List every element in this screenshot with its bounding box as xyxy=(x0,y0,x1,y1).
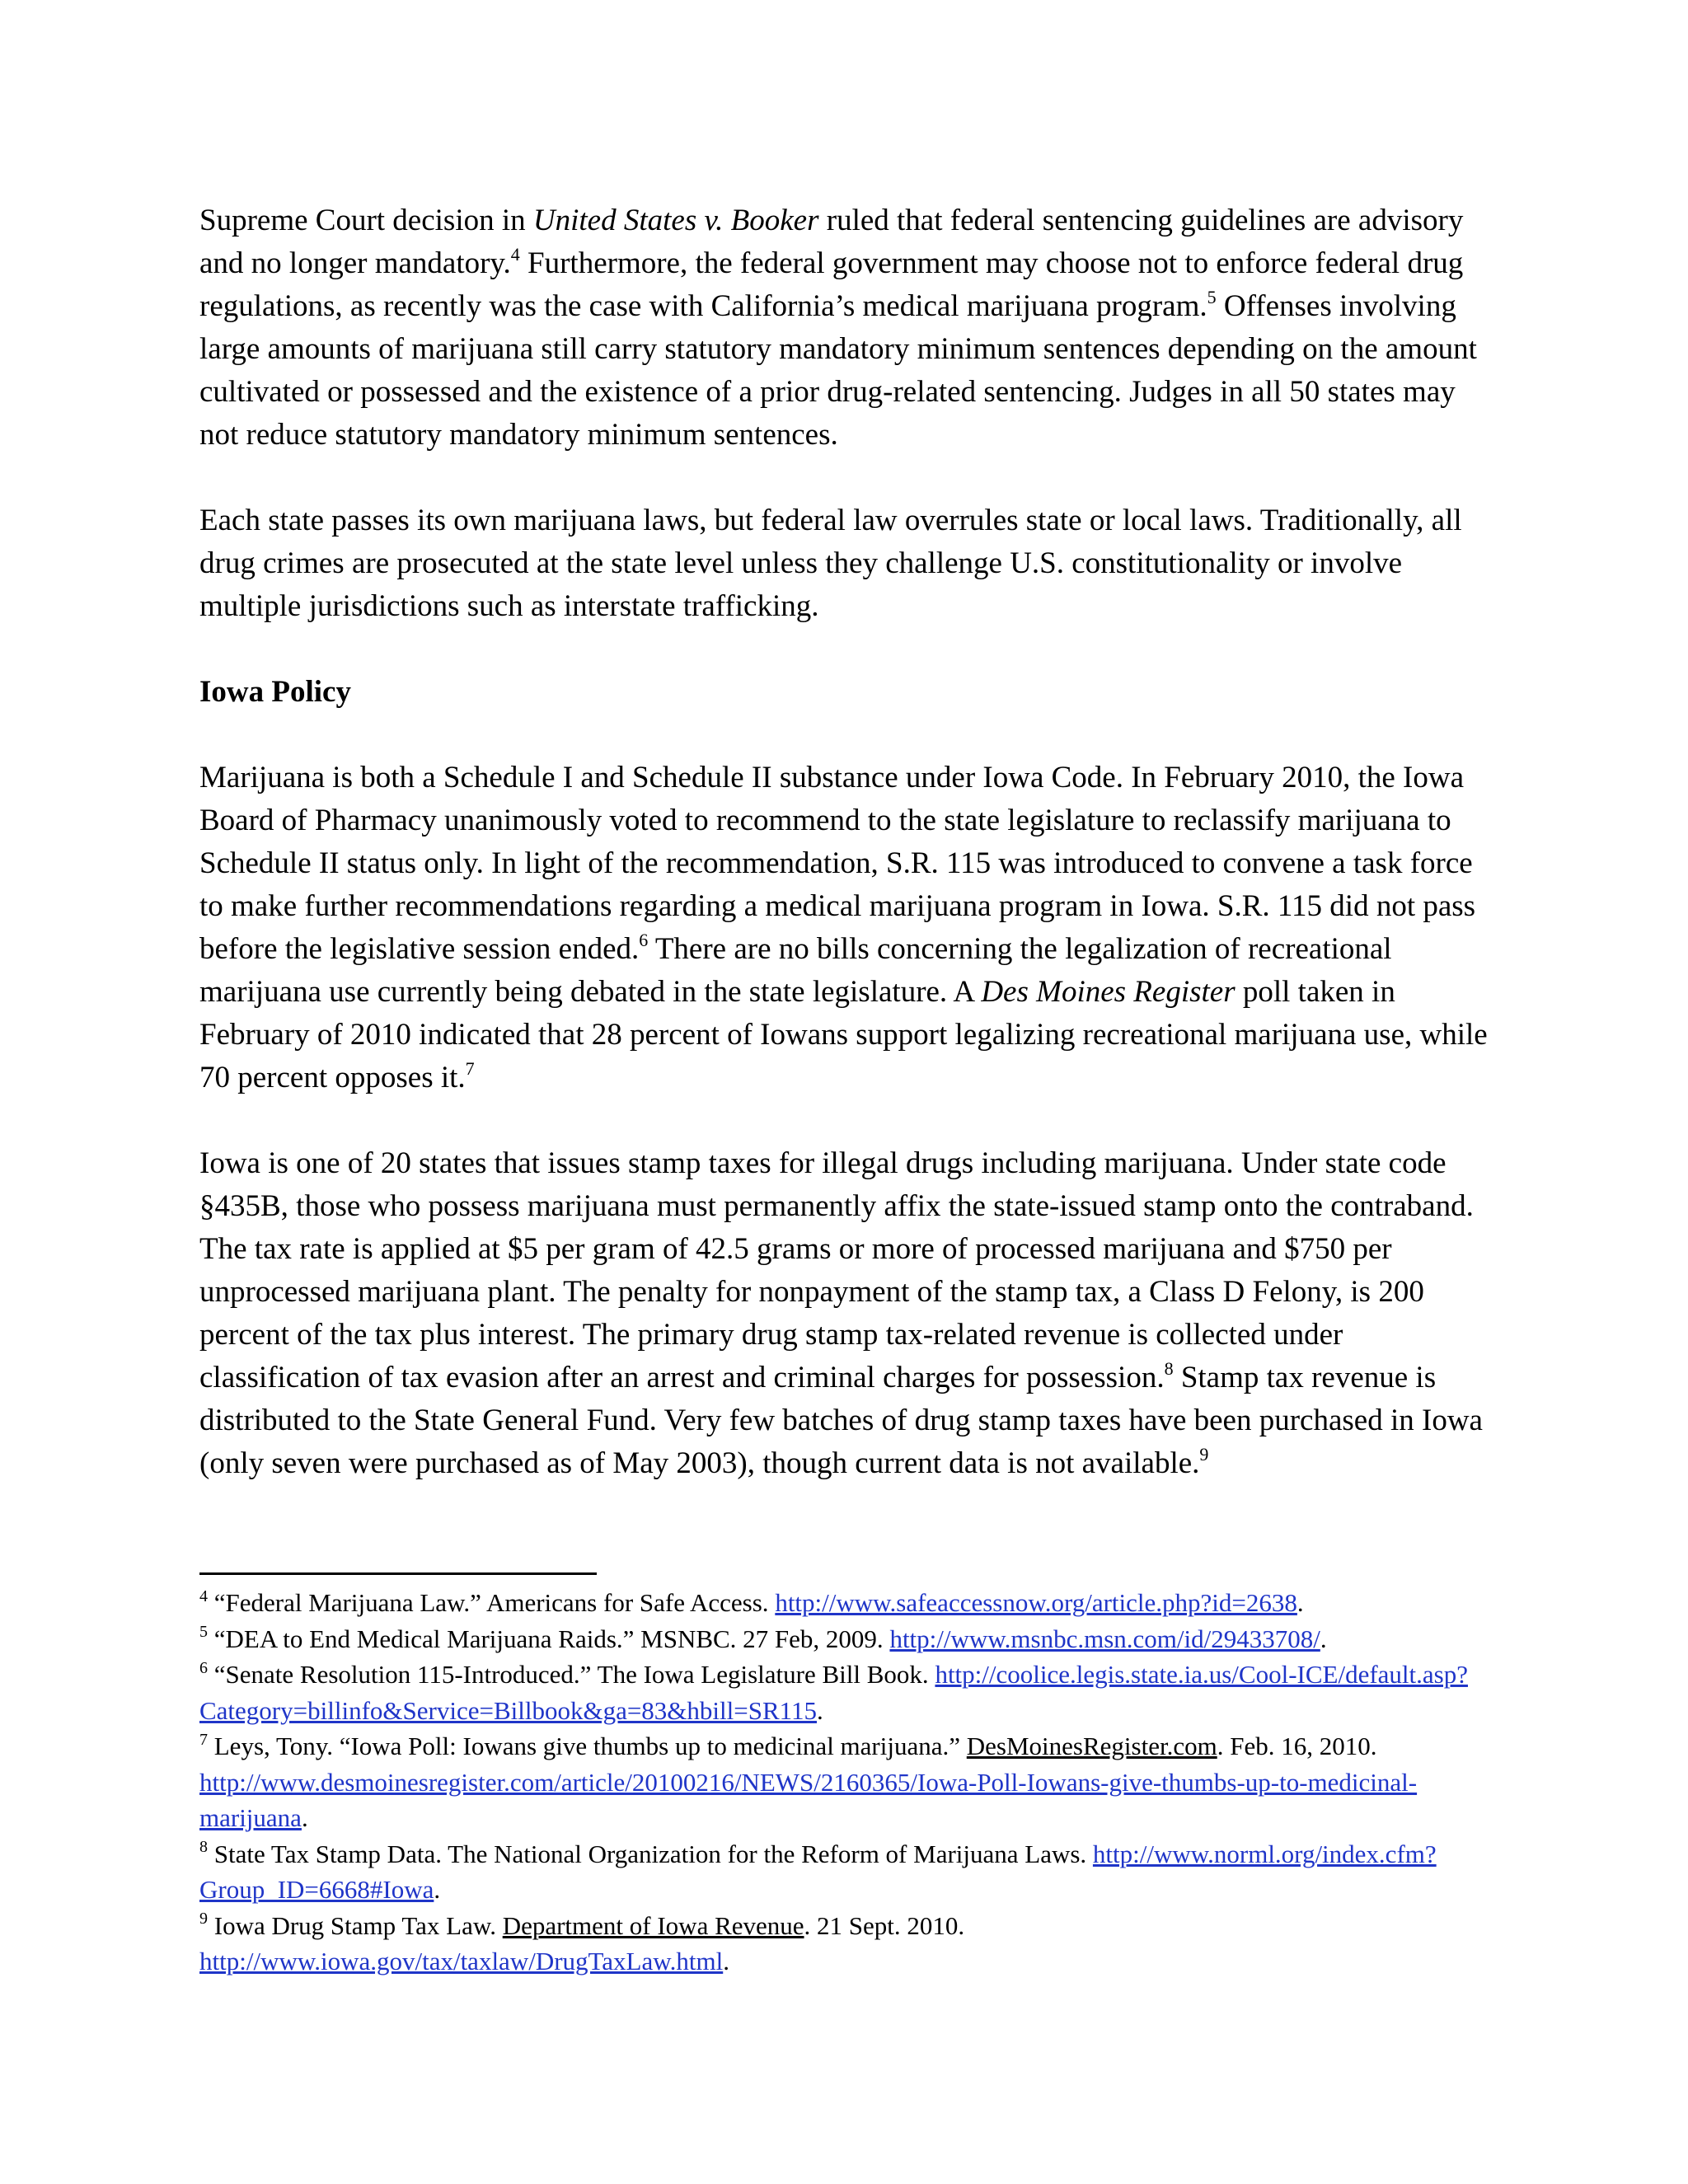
footnote-source-underlined: DesMoinesRegister.com xyxy=(966,1732,1217,1760)
footnote-number: 9 xyxy=(199,1910,208,1929)
footnote-number: 6 xyxy=(199,1658,208,1677)
text-run: Offenses involving large amounts of marijuana still carry statutory mandatory minimum sentences depending on the amount cultivated or possessed and the existence of a prior drug-related sentencing. Judges in all 50 states may not reduce statutory mandatory minimum sentences. xyxy=(199,289,1477,452)
paragraph-federal-sentencing xyxy=(199,199,1492,457)
footnote-ref-8[interactable]: 8 xyxy=(1164,1357,1174,1379)
footnote-tail: . xyxy=(1296,1588,1304,1617)
footnote-text: . 21 Sept. 2010. xyxy=(804,1910,965,1940)
footnote-tail: . xyxy=(434,1875,441,1904)
footnote-ref-4[interactable]: 4 xyxy=(510,243,520,265)
footnote-link[interactable]: http://www.iowa.gov/tax/taxlaw/DrugTaxLaw.html xyxy=(199,1947,724,1975)
text-run: Marijuana is both a Schedule I and Schedule II substance under Iowa Code. In February 2010, the Iowa Board of Pharmacy unanimously voted to recommend to the state legislature to reclassify marijuana to Schedule II status only. In light of the recommendation, S.R. 115 was introduced to convene a task force to make further recommendations regarding a medical marijuana program in Iowa. S.R. 115 did not pass before the legislative session ended. xyxy=(199,761,1476,966)
footnote-number: 7 xyxy=(199,1730,208,1749)
footnote-text: Iowa Drug Stamp Tax Law. xyxy=(208,1910,503,1940)
footnote-text: State Tax Stamp Data. The National Organization for the Reform of Marijuana Laws. xyxy=(208,1839,1093,1868)
footnote-text: “Federal Marijuana Law.” Americans for Safe Access. xyxy=(208,1588,776,1617)
footnote-tail: . xyxy=(723,1947,729,1975)
footnote-5 xyxy=(199,1621,1492,1657)
footnote-tail: . xyxy=(1320,1624,1327,1653)
footnote-ref-9[interactable]: 9 xyxy=(1199,1443,1209,1465)
footnote-text: . Feb. 16, 2010. xyxy=(1217,1732,1377,1760)
section-heading-iowa-policy: Iowa Policy xyxy=(199,675,351,709)
text-run: Stamp tax revenue is distributed to the State General Fund. Very few batches of drug stamp taxes have been purchased in Iowa (only seven were purchased as of May 2003), though current data is not available. xyxy=(199,1361,1483,1480)
text-run: poll taken in February of 2010 indicated that 28 percent of Iowans support legalizing recreational marijuana use, while 70 percent opposes it. xyxy=(199,975,1488,1094)
text-run: Supreme Court decision in xyxy=(199,204,533,237)
case-name-italic: United States v. Booker xyxy=(532,204,819,237)
footnote-link[interactable]: http://www.safeaccessnow.org/article.php?id=2638 xyxy=(775,1588,1297,1617)
footnote-link[interactable]: http://www.desmoinesregister.com/article/20100216/NEWS/2160365/Iowa-Poll-Iowans-give-thumbs-up-to-medicinal-marijuana xyxy=(199,1767,1418,1832)
footnote-ref-6[interactable]: 6 xyxy=(639,929,649,950)
footnote-7 xyxy=(199,1728,1492,1836)
footnote-6 xyxy=(199,1657,1492,1728)
document-page xyxy=(199,199,1492,1528)
footnote-link[interactable]: http://coolice.legis.state.ia.us/Cool-ICE/default.asp?Category=billinfo&Service=Billbook&ga=83&hbill=SR115 xyxy=(199,1660,1468,1725)
text-run: There are no bills concerning the legalization of recreational marijuana use currently being debated in the state legislature. A xyxy=(199,932,1392,1009)
footnote-8 xyxy=(199,1836,1492,1908)
paragraph-iowa-schedule xyxy=(199,757,1492,1099)
paragraph-stamp-taxes xyxy=(199,1142,1492,1485)
footnote-number: 8 xyxy=(199,1838,208,1857)
footnote-link[interactable]: http://www.norml.org/index.cfm?Group_ID=6668#Iowa xyxy=(199,1839,1437,1904)
footnote-text: “Senate Resolution 115-Introduced.” The Iowa Legislature Bill Book. xyxy=(208,1660,935,1689)
footnotes-section xyxy=(199,1572,1492,1980)
footnote-9 xyxy=(199,1908,1492,1980)
text-run: Iowa is one of 20 states that issues stamp taxes for illegal drugs including marijuana. Under state code §435B, those who possess marijuana must permanently affix the state-issued stamp onto the contraband. The tax rate is applied at $5 per gram of 42.5 grams or more of processed marijuana and $750 per unprocessed marijuana plant. The penalty for nonpayment of the stamp tax, a Class D Felony, is 200 percent of the tax plus interest. The primary drug stamp tax-related revenue is collected under classification of tax evasion after an arrest and criminal charges for possession. xyxy=(199,1146,1474,1394)
text-run: Furthermore, the federal government may choose not to enforce federal drug regulations, as recently was the case with California’s medical marijuana program. xyxy=(199,246,1464,323)
footnote-tail: . xyxy=(817,1695,823,1725)
footnote-separator xyxy=(199,1572,597,1575)
footnote-ref-5[interactable]: 5 xyxy=(1207,286,1217,307)
footnote-link[interactable]: http://www.msnbc.msn.com/id/29433708/ xyxy=(889,1624,1320,1653)
footnote-number: 4 xyxy=(199,1586,208,1605)
footnote-source-underlined: Department of Iowa Revenue xyxy=(502,1910,804,1940)
text-run: ruled that federal sentencing guidelines are advisory and no longer mandatory. xyxy=(199,204,1464,280)
footnote-text: “DEA to End Medical Marijuana Raids.” MSNBC. 27 Feb, 2009. xyxy=(208,1624,890,1653)
paragraph-state-laws: Each state passes its own marijuana laws, but federal law overrules state or local laws. Traditionally, all drug crimes are prosecuted at the state level unless they challenge U.S. constitutionality or involve multiple jurisdictions such as interstate trafficking. xyxy=(199,504,1462,623)
footnote-ref-7[interactable]: 7 xyxy=(465,1057,475,1079)
footnote-text: Leys, Tony. “Iowa Poll: Iowans give thumbs up to medicinal marijuana.” xyxy=(208,1732,967,1760)
footnote-number: 5 xyxy=(199,1623,208,1642)
footnote-4 xyxy=(199,1585,1492,1621)
footnote-tail: . xyxy=(301,1803,308,1832)
publication-name-italic: Des Moines Register xyxy=(981,975,1236,1009)
